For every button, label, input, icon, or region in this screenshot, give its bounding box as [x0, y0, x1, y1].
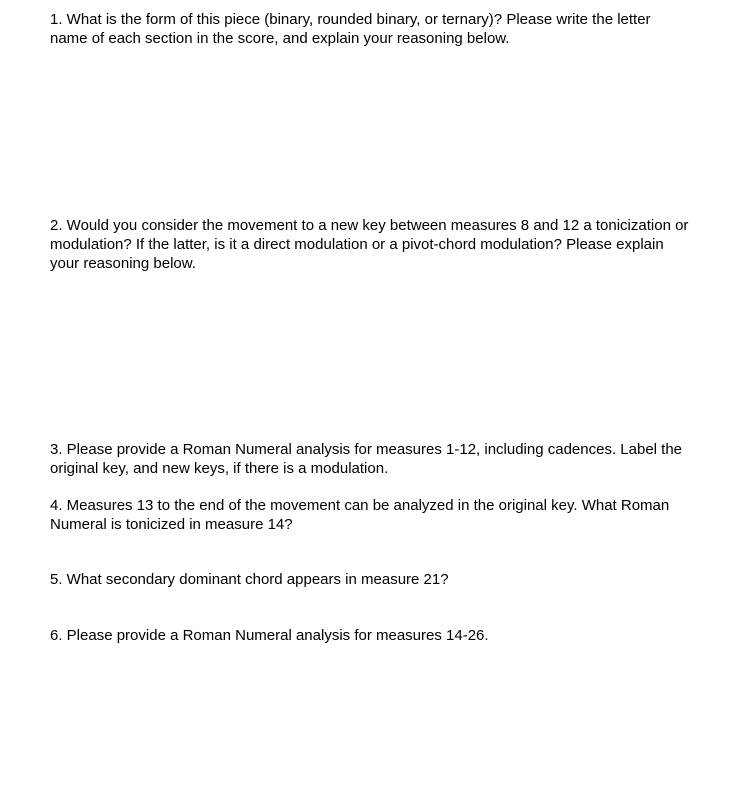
- question-6: 6. Please provide a Roman Numeral analysis for measures 14-26.: [50, 627, 489, 644]
- question-4: 4. Measures 13 to the end of the movement can be analyzed in the original key. What Roman Numeral is tonicized in measure 14?: [50, 497, 670, 533]
- question-1: 1. What is the form of this piece (binary, rounded binary, or ternary)? Please write the letter name of each section in the score, and explain your reasoning below.: [50, 11, 651, 47]
- question-3: 3. Please provide a Roman Numeral analysis for measures 1-12, including cadences. Label the original key, and new keys, if there is a modulation.: [50, 441, 683, 477]
- question-5: 5. What secondary dominant chord appears in measure 21?: [50, 571, 449, 588]
- question-2: 2. Would you consider the movement to a new key between measures 8 and 12 a tonicization or modulation? If the latter, is it a direct modulation or a pivot-chord modulation? Please explain your reasoning below.: [50, 217, 689, 272]
